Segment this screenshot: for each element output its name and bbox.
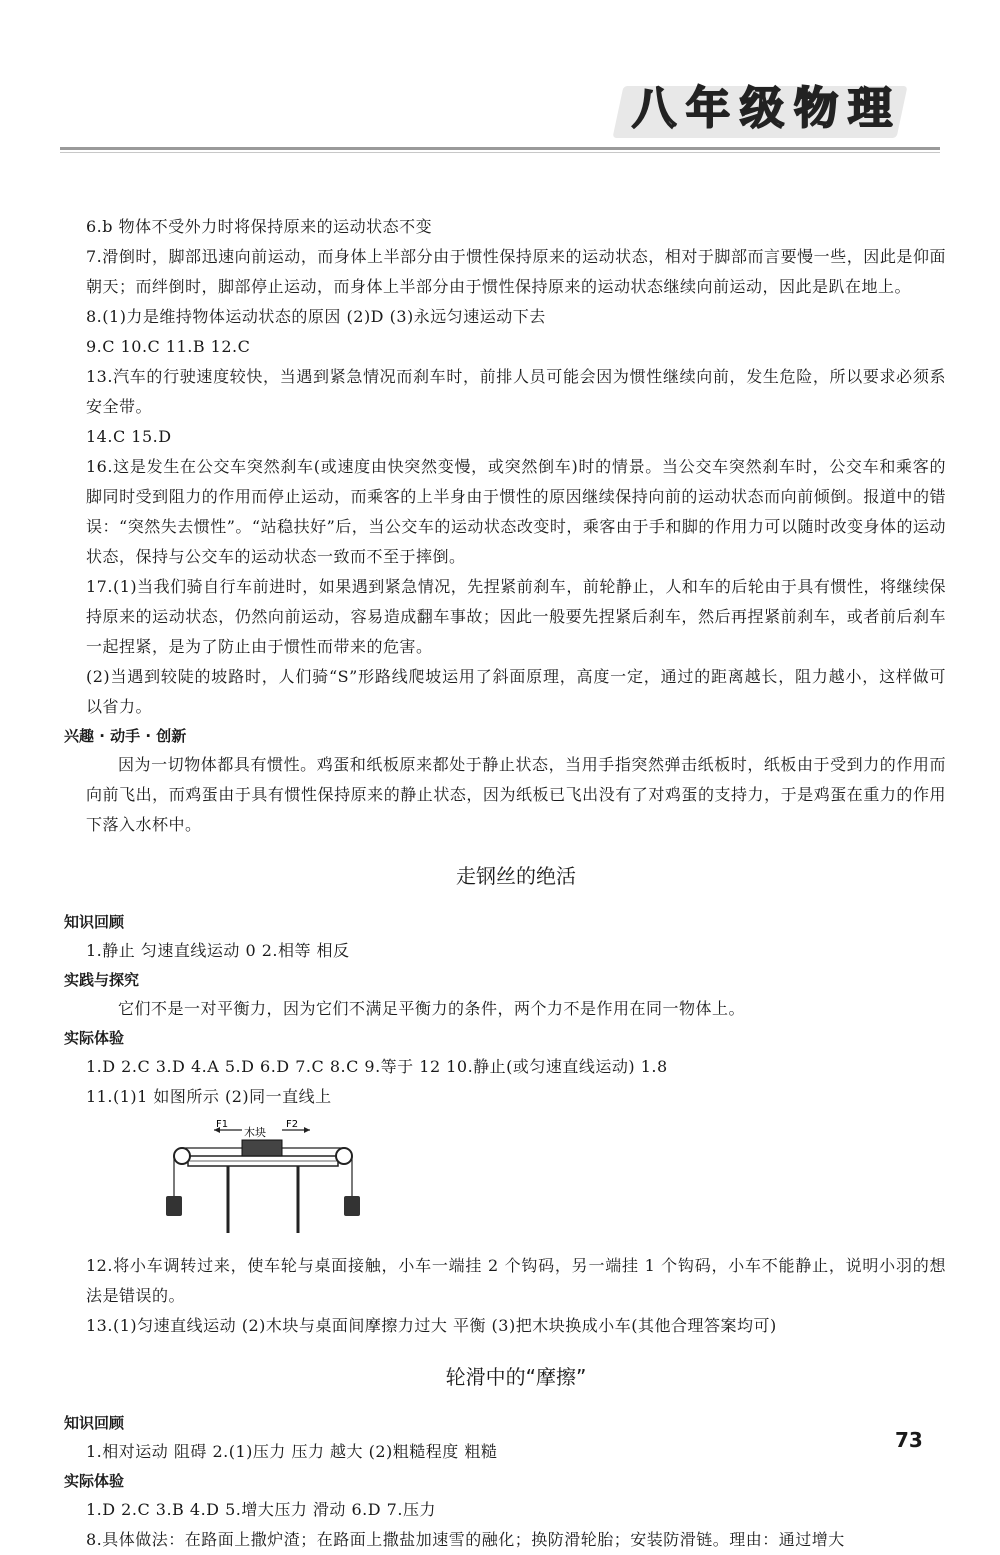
header-rule-thin bbox=[60, 152, 940, 153]
page-number: 73 bbox=[895, 1428, 923, 1452]
answer-line: 14.C 15.D bbox=[86, 427, 172, 446]
answer-line: 6.b 物体不受外力时将保持原来的运动状态不变 bbox=[86, 217, 433, 236]
answer-line: 它们不是一对平衡力，因为它们不满足平衡力的条件，两个力不是作用在同一物体上。 bbox=[118, 999, 746, 1018]
pulley-left bbox=[174, 1148, 190, 1164]
force-balance-diagram bbox=[166, 1118, 376, 1243]
answer-line: 9.C 10.C 11.B 12.C bbox=[86, 337, 251, 356]
answer-line: 16.这是发生在公交车突然刹车(或速度由快突然变慢，或突然倒车)时的情景。当公交车突然刹车时，公交车和乘客的脚同时受到阻力的作用而停止运动，而乘客的上半身由于惯性的原因继续保持向前的运动状态而向前倾倒。报道中的错误：“突然失去惯性”。“站稳扶好”后，当公交车的运动状态改变时，乘客由于手和脚的作用力可以随时改变身体的运动状态，保持与公交车的运动状态一致而不至于摔倒。 bbox=[86, 457, 946, 566]
answer-line: 11.(1)1 如图所示 (2)同一直线上 bbox=[86, 1087, 332, 1106]
answer-line: 13.(1)匀速直线运动 (2)木块与桌面间摩擦力过大 平衡 (3)把木块换成小车(其他合理答案均可) bbox=[86, 1316, 777, 1335]
lesson-title: 轮滑中的“摩擦” bbox=[445, 1365, 587, 1389]
answer-line: 1.相对运动 阻碍 2.(1)压力 压力 越大 (2)粗糙程度 粗糙 bbox=[86, 1442, 498, 1461]
answer-line: 7.滑倒时，脚部迅速向前运动，而身体上半部分由于惯性保持原来的运动状态，相对于脚部而言要慢一些，因此是仰面朝天；而绊倒时，脚部停止运动，而身体上半部分由于惯性保持原来的运动状态继续向前运动，因此是趴在地上。 bbox=[86, 247, 946, 296]
force-balance-figure bbox=[166, 1118, 376, 1243]
section-heading: 实际体验 bbox=[64, 1472, 125, 1490]
hook-weight-left bbox=[166, 1196, 182, 1216]
answer-content bbox=[64, 212, 946, 1555]
pulley-right bbox=[336, 1148, 352, 1164]
answer-line: 17.(1)当我们骑自行车前进时，如果遇到紧急情况，先捏紧前刹车，前轮静止，人和车的后轮由于具有惯性，将继续保持原来的运动状态，仍然向前运动，容易造成翻车事故；因此一般要先捏紧后刹车，然后再捏紧前刹车，或者前后刹车一起捏紧，是为了防止由于惯性而带来的危害。 bbox=[86, 577, 946, 656]
f2-label: F2 bbox=[286, 1119, 299, 1130]
header-char: 物 bbox=[794, 83, 838, 134]
answer-line: 13.汽车的行驶速度较快，当遇到紧急情况而刹车时，前排人员可能会因为惯性继续向前，发生危险，所以要求必须系安全带。 bbox=[86, 367, 946, 416]
answer-line: (2)当遇到较陡的坡路时，人们骑“S”形路线爬坡运用了斜面原理，高度一定，通过的距离越长，阻力越小，这样做可以省力。 bbox=[86, 667, 946, 716]
arrow-head-f2 bbox=[304, 1127, 310, 1133]
header-char: 年 bbox=[686, 83, 730, 134]
answer-line: 因为一切物体都具有惯性。鸡蛋和纸板原来都处于静止状态，当用手指突然弹击纸板时，纸板由于受到力的作用而向前飞出，而鸡蛋由于具有惯性保持原来的静止状态，因为纸板已飞出没有了对鸡蛋的支持力，于是鸡蛋在重力的作用下落入水杯中。 bbox=[86, 755, 946, 834]
answer-line: 1.D 2.C 3.D 4.A 5.D 6.D 7.C 8.C 9.等于 12 10.静止(或匀速直线运动) 1.8 bbox=[86, 1057, 668, 1076]
header-rule bbox=[60, 147, 940, 150]
header-char: 八 bbox=[632, 83, 676, 134]
answer-line: 12.将小车调转过来，使车轮与桌面接触，小车一端挂 2 个钩码，另一端挂 1 个钩码，小车不能静止，说明小羽的想法是错误的。 bbox=[86, 1256, 946, 1305]
hook-weight-right bbox=[344, 1196, 360, 1216]
section-heading: 实践与探究 bbox=[64, 971, 140, 989]
header-banner bbox=[610, 70, 910, 152]
wood-block bbox=[242, 1140, 282, 1156]
section-heading: 知识回顾 bbox=[64, 1414, 125, 1432]
answer-line: 8.具体做法：在路面上撒炉渣；在路面上撒盐加速雪的融化；换防滑轮胎；安装防滑链。理由：通过增大 bbox=[86, 1530, 845, 1549]
section-heading: 实际体验 bbox=[64, 1029, 125, 1047]
answer-line: 1.D 2.C 3.B 4.D 5.增大压力 滑动 6.D 7.压力 bbox=[86, 1500, 436, 1519]
block-label: 木块 bbox=[244, 1126, 266, 1139]
answer-line: 8.(1)力是维持物体运动状态的原因 (2)D (3)永远匀速运动下去 bbox=[86, 307, 546, 326]
header-char: 级 bbox=[740, 83, 784, 134]
section-heading: 兴趣 · 动手 · 创新 bbox=[64, 727, 187, 745]
answer-line: 1.静止 匀速直线运动 0 2.相等 相反 bbox=[86, 941, 350, 960]
header-char: 理 bbox=[848, 83, 892, 134]
section-heading: 知识回顾 bbox=[64, 913, 125, 931]
lesson-title: 走钢丝的绝活 bbox=[456, 864, 576, 888]
f1-label: F1 bbox=[216, 1119, 229, 1130]
